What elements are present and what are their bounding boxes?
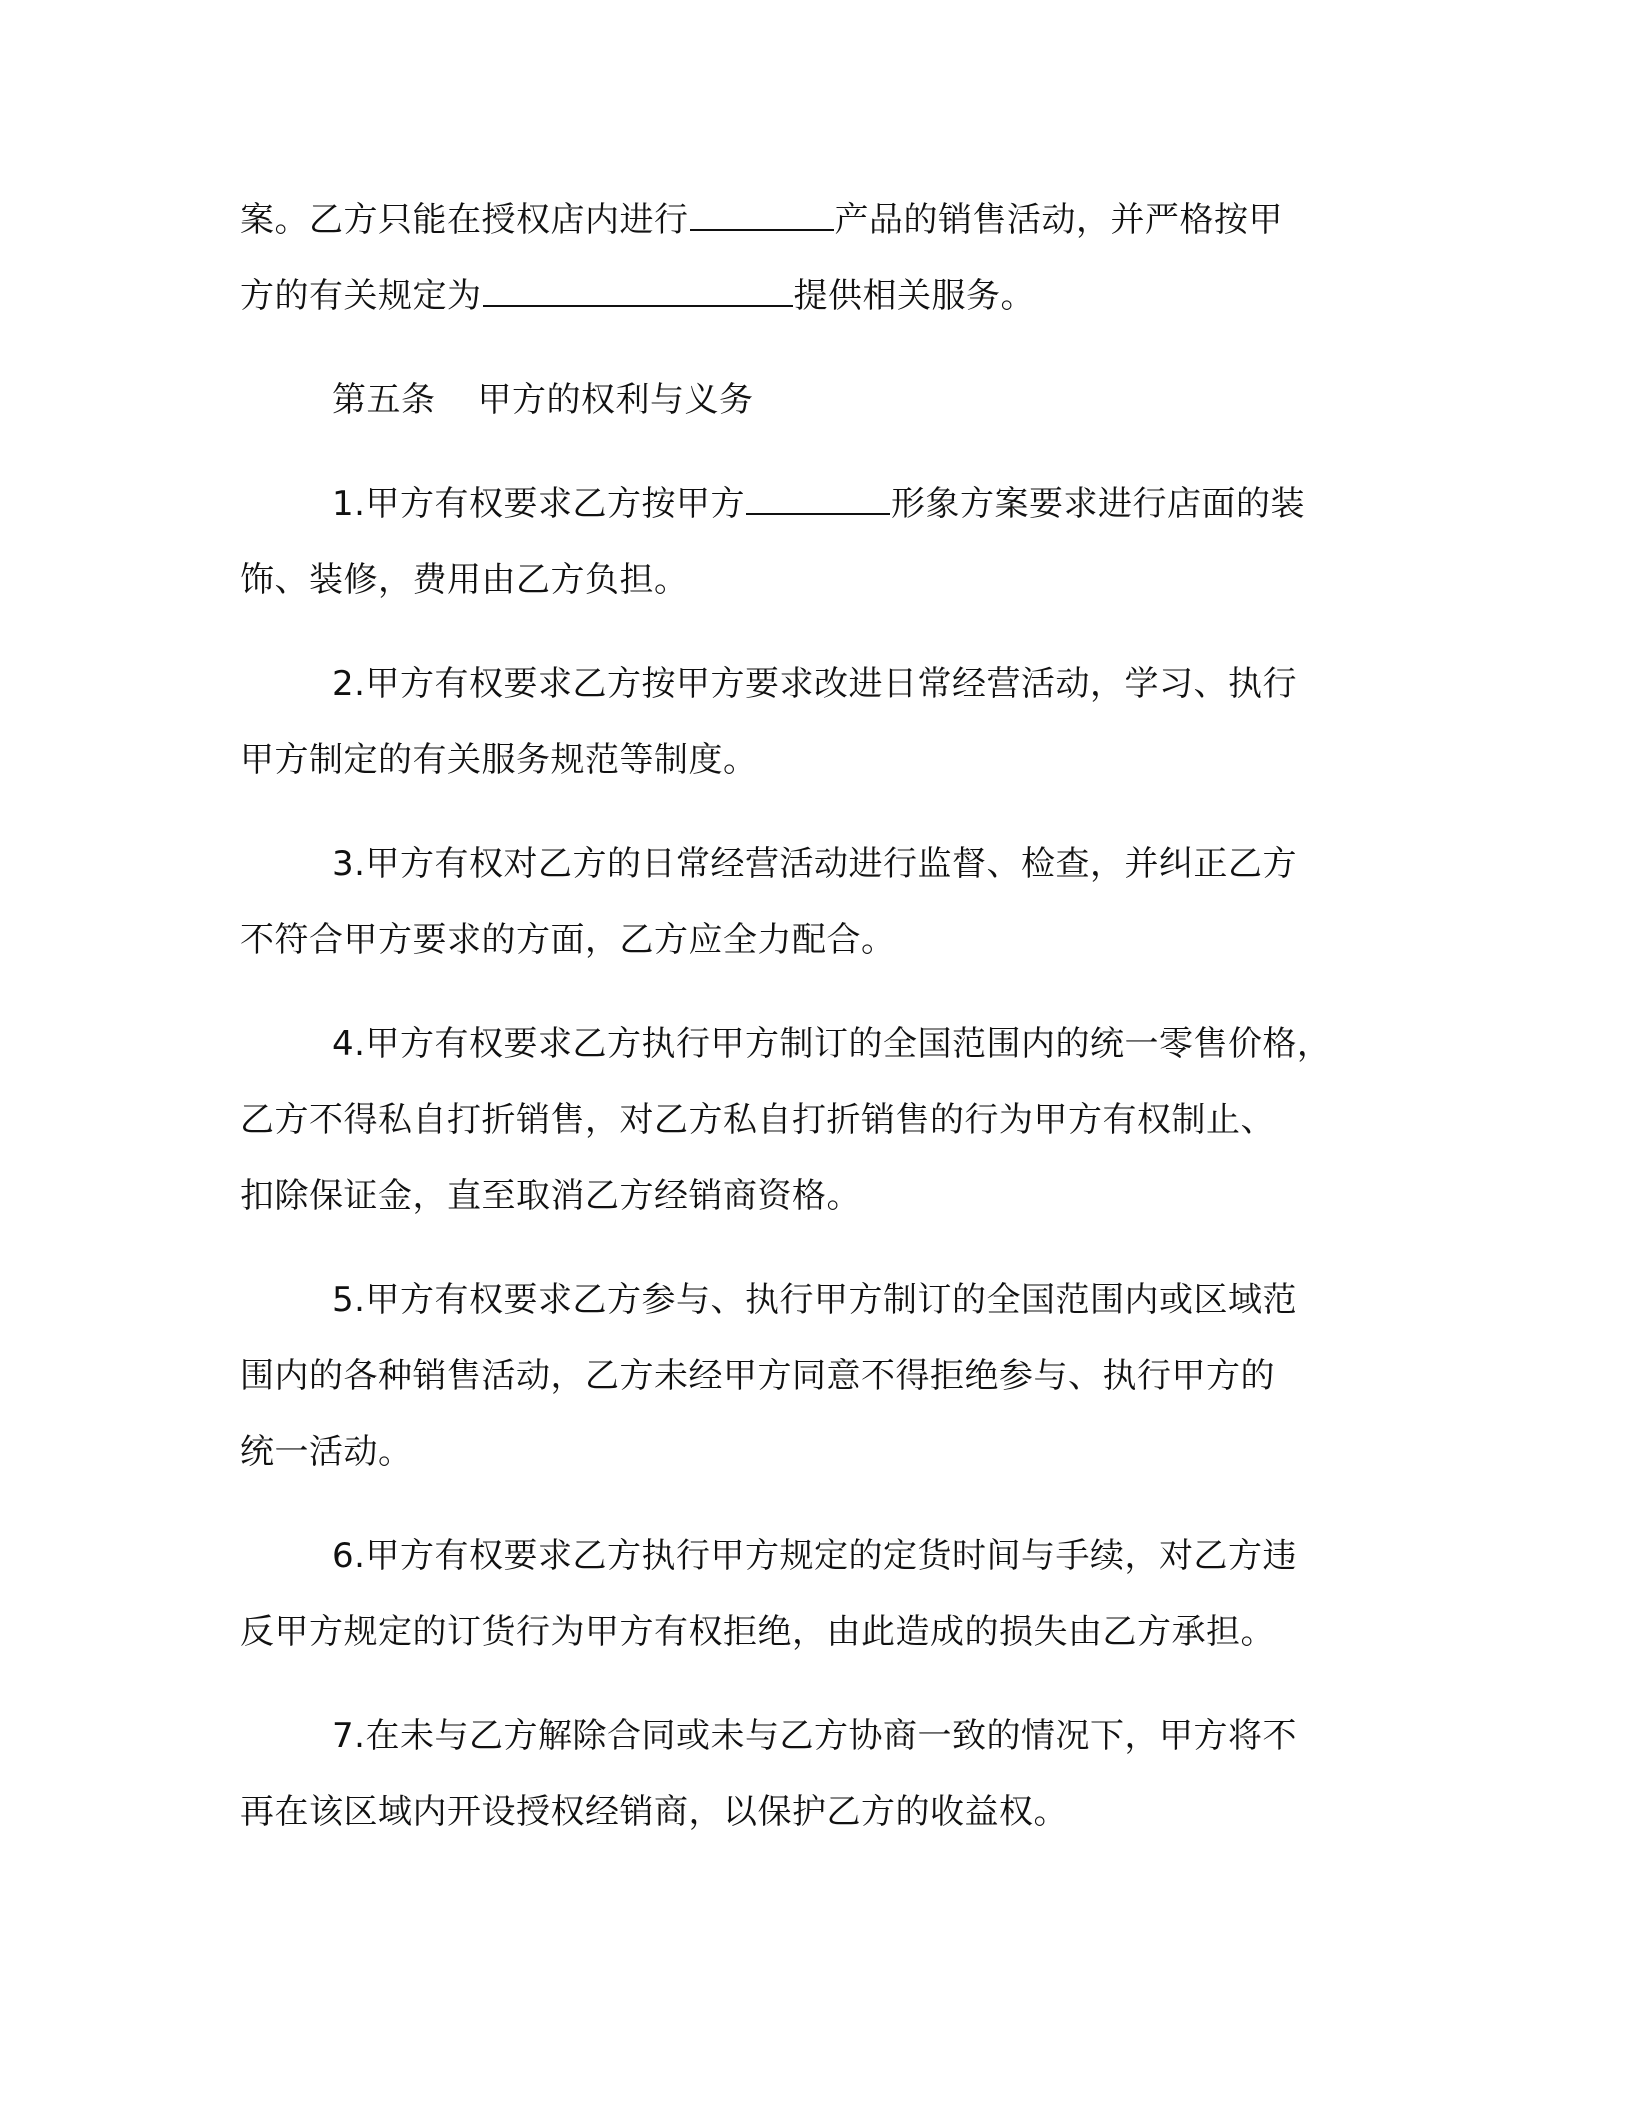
clause-line [332,480,1305,528]
article-title: 甲方的权利与义务 [477,380,754,420]
text-segment: 形象方案要求进行店面的装 [890,484,1305,524]
clause-line: 5.甲方有权要求乙方参与、执行甲方制订的全国范围内或区域范 [332,1280,1297,1320]
clause-line: 3.甲方有权对乙方的日常经营活动进行监督、检查，并纠正乙方 [332,844,1297,884]
text-segment: 方的有关规定为 [240,276,482,316]
clause-line: 不符合甲方要求的方面，乙方应全力配合。 [240,920,896,960]
clause-line: 再在该区域内开设授权经销商，以保护乙方的收益权。 [240,1792,1068,1832]
clause-line: 7.在未与乙方解除合同或未与乙方协商一致的情况下，甲方将不 [332,1716,1297,1756]
clause-line: 饰、装修，费用由乙方负担。 [240,560,689,600]
clause-line: 6.甲方有权要求乙方执行甲方规定的定货时间与手续，对乙方违 [332,1536,1297,1576]
clause-line: 乙方不得私自打折销售，对乙方私自打折销售的行为甲方有权制止、 [240,1100,1275,1140]
text-segment: 产品的销售活动，并严格按甲 [834,200,1283,240]
article-number: 第五条 [332,380,436,420]
fill-in-blank [483,277,793,307]
fill-in-blank [690,201,834,231]
clause-line: 统一活动。 [240,1432,413,1472]
clause-line: 围内的各种销售活动，乙方未经甲方同意不得拒绝参与、执行甲方的 [240,1356,1275,1396]
fill-in-blank [746,485,890,515]
clause-line: 反甲方规定的订货行为甲方有权拒绝，由此造成的损失由乙方承担。 [240,1612,1275,1652]
paragraph-line [240,272,1035,320]
clause-line: 2.甲方有权要求乙方按甲方要求改进日常经营活动，学习、执行 [332,664,1297,704]
clause-line: 4.甲方有权要求乙方执行甲方制订的全国范围内的统一零售价格， [332,1024,1332,1064]
article-heading [332,376,754,424]
text-segment: 案。乙方只能在授权店内进行 [240,200,689,240]
text-segment: 提供相关服务。 [793,276,1035,316]
paragraph-line [240,196,1283,244]
clause-line: 扣除保证金，直至取消乙方经销商资格。 [240,1176,861,1216]
text-segment: 1.甲方有权要求乙方按甲方 [332,484,745,524]
clause-line: 甲方制定的有关服务规范等制度。 [240,740,758,780]
